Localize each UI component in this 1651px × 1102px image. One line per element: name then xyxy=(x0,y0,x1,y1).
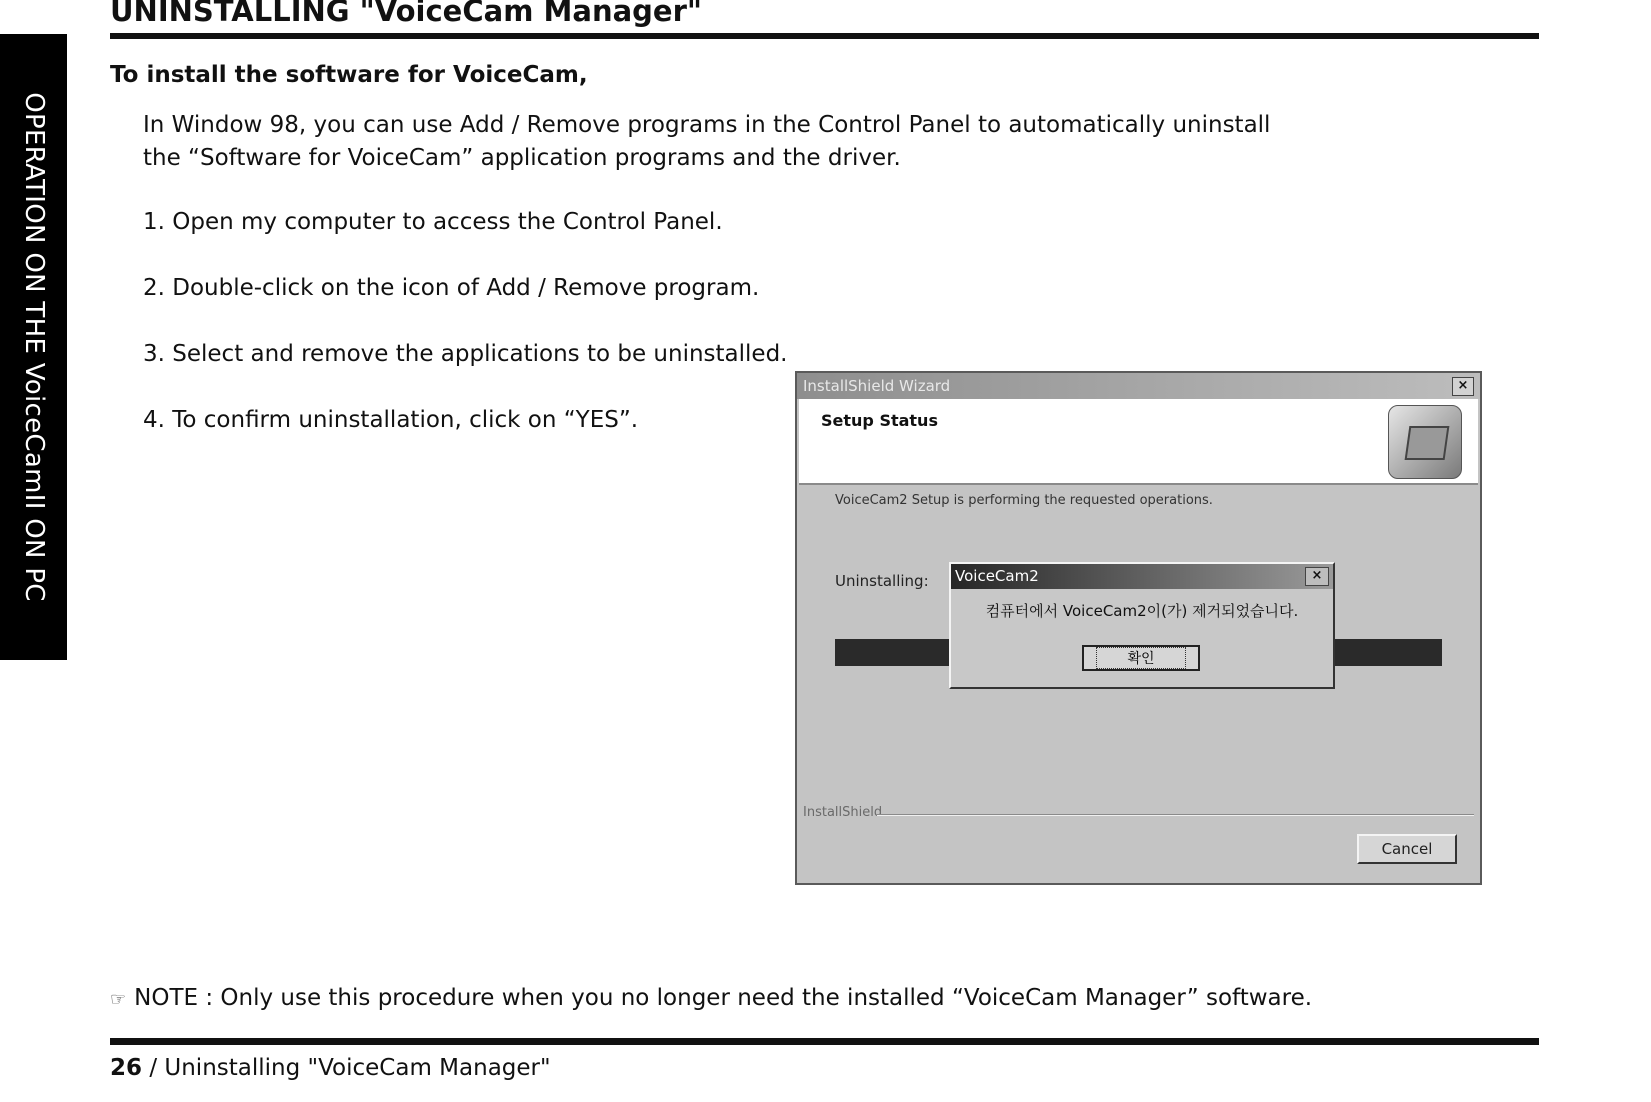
pointing-hand-icon: ☞ xyxy=(110,989,127,1010)
uninstalling-label: Uninstalling: xyxy=(835,572,929,590)
footer xyxy=(110,1055,551,1081)
installshield-brand: InstallShield xyxy=(803,805,883,820)
message-title-bar xyxy=(951,564,1333,589)
step-item: 4. To confirm uninstallation, click on “YES”. xyxy=(143,407,639,433)
setup-status-text: VoiceCam2 Setup is performing the requested operations. xyxy=(835,493,1213,508)
step-item: 2. Double-click on the icon of Add / Remove program. xyxy=(143,275,760,301)
cancel-button[interactable]: Cancel xyxy=(1357,834,1457,864)
message-title: VoiceCam2 xyxy=(955,567,1039,585)
ok-button-label: 확인 xyxy=(1096,647,1185,669)
wizard-close-icon[interactable]: × xyxy=(1452,377,1474,396)
page-number: 26 xyxy=(110,1055,143,1081)
wizard-header xyxy=(799,399,1478,485)
setup-computer-icon xyxy=(1388,405,1462,479)
message-text: 컴퓨터에서 VoiceCam2이(가) 제거되었습니다. xyxy=(985,602,1299,620)
brand-divider xyxy=(877,814,1474,816)
header-title: Setup Status xyxy=(821,411,938,430)
message-close-icon[interactable]: × xyxy=(1305,567,1329,586)
intro-paragraph: In Window 98, you can use Add / Remove programs in the Control Panel to automatically uninstall the “Software for VoiceCam” application programs and the driver. xyxy=(143,112,1271,171)
page-title: UNINSTALLING "VoiceCam Manager" xyxy=(110,0,702,28)
wizard-title: InstallShield Wizard xyxy=(803,377,951,395)
ok-button[interactable] xyxy=(1082,645,1200,671)
note xyxy=(110,985,1312,1011)
note-text: NOTE : Only use this procedure when you no longer need the installed “VoiceCam Manager” software. xyxy=(134,985,1313,1011)
subheading: To install the software for VoiceCam, xyxy=(110,62,588,88)
side-section-tab xyxy=(0,34,67,660)
step-item: 3. Select and remove the applications to be uninstalled. xyxy=(143,341,788,367)
message-box xyxy=(949,562,1335,689)
wizard-title-bar xyxy=(797,373,1480,399)
side-tab-label: OPERATION ON THE VoiceCamII ON PC xyxy=(18,92,49,602)
top-rule xyxy=(110,33,1539,39)
bottom-rule xyxy=(110,1038,1539,1045)
footer-text: / Uninstalling "VoiceCam Manager" xyxy=(149,1055,551,1081)
step-item: 1. Open my computer to access the Control Panel. xyxy=(143,209,723,235)
installshield-wizard-window xyxy=(795,371,1482,885)
